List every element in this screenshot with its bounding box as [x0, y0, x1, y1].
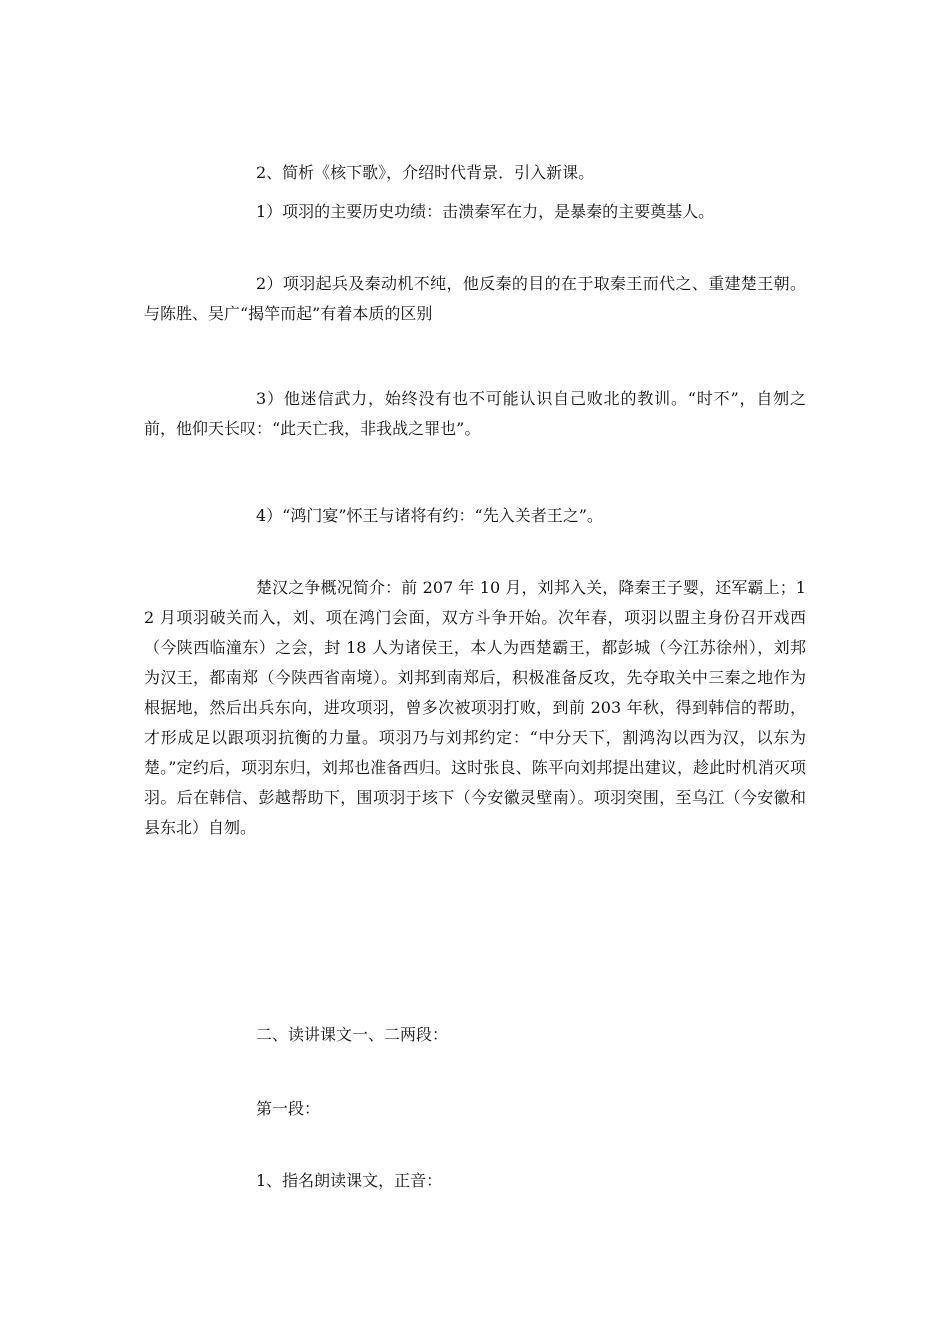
section-heading: 二、读讲课文一、二两段：	[256, 1025, 449, 1044]
subsection-heading: 第一段：	[256, 1099, 321, 1118]
paragraph-point-2: 2）项羽起兵及秦动机不纯，他反秦的目的在于取秦王而代之、重建楚王朝。与陈胜、吴广“揭竿而起”有着本质的区别	[144, 274, 806, 323]
paragraph-instruction: 1、指名朗读课文，正音：	[256, 1171, 443, 1190]
paragraph-point-3: 3）他迷信武力，始终没有也不可能认识自己败北的教训。“时不”，自刎之前，他仰天长叹：“此天亡我，非我战之罪也”。	[144, 389, 806, 438]
paragraph-point-1: 1）项羽的主要历史功绩：击溃秦军在力，是暴秦的主要奠基人。	[256, 202, 715, 221]
paragraph-point-4: 4）“鸿门宴”怀王与诸将有约：“先入关者王之”。	[256, 506, 603, 525]
paragraph-history-summary: 楚汉之争概况简介：前 207 年 10 月，刘邦入关，降秦王子婴，还军霸上；12 月项羽破关而入，刘、项在鸿门会面，双方斗争开始。次年春，项羽以盟主身份召开戏西（今陕西临潼东）之会，封 18 人为诸侯王，本人为西楚霸王，都彭城（今江苏徐州），刘邦为汉王，都南郑（今陕西省南境）。刘邦到南郑后，积极准备反攻，先夺取关中三秦之地作为根据地，然后出兵东向，进攻项羽，曾多次被项羽打败，到前 203 年秋，得到韩信的帮助，才形成足以跟项羽抗衡的力量。项羽乃与刘邦约定：“中分天下，割鸿沟以西为汉，以东为楚。”定约后，项羽东归，刘邦也准备西归。这时张良、陈平向刘邦提出建议，趁此时机消灭项羽。后在韩信、彭越帮助下，围项羽于垓下（今安徽灵壁南）。项羽突围，至乌江（今安徽和县东北）自刎。	[144, 578, 806, 837]
paragraph-intro: 2、简析《核下歌》，介绍时代背景．引入新课。	[256, 163, 595, 182]
